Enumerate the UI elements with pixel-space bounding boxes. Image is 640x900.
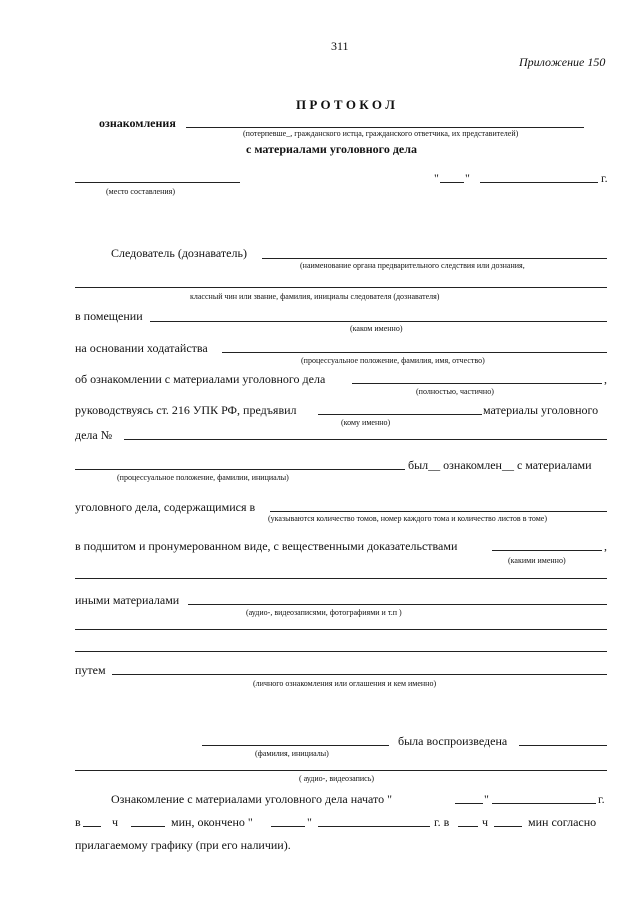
page-number: 311 bbox=[331, 39, 349, 53]
title-line2: с материалами уголовного дела bbox=[246, 142, 417, 156]
familiarization-label: об ознакомлении с материалами уголовного дела bbox=[75, 372, 326, 386]
timing-start-text: Ознакомление с материалами уголовного дела начато " bbox=[111, 792, 393, 806]
timing-hour-label: ч bbox=[112, 815, 119, 829]
familiarization-line[interactable] bbox=[352, 383, 602, 384]
playback-record-line[interactable] bbox=[519, 745, 607, 746]
other-line[interactable] bbox=[188, 604, 607, 605]
investigator-hint-2: классный чин или звание, фамилия, инициалы следователя (дознавателя) bbox=[190, 292, 440, 301]
other-line-2[interactable] bbox=[75, 629, 607, 630]
guided-text-2: материалы уголовного bbox=[483, 403, 599, 417]
timing-end-month-line[interactable] bbox=[318, 826, 430, 827]
other-line-3[interactable] bbox=[75, 651, 607, 652]
timing-end-min-line[interactable] bbox=[494, 826, 522, 827]
acquainted-person-line[interactable] bbox=[75, 469, 405, 470]
playback-hint-2: ( аудио-, видеозапись) bbox=[299, 774, 375, 783]
bound-comma: , bbox=[604, 539, 607, 553]
date-day-line[interactable] bbox=[440, 182, 464, 183]
guided-hint: (кому именно) bbox=[341, 418, 391, 427]
playback-name-hint: (фамилия, инициалы) bbox=[255, 749, 329, 758]
playback-name-line[interactable] bbox=[202, 745, 389, 746]
date-quote-close: " bbox=[465, 171, 470, 185]
timing-end-day-line[interactable] bbox=[271, 826, 305, 827]
title-hint: (потерпевше_, гражданского истца, гражданского ответчика, их представителей) bbox=[243, 129, 519, 138]
protocol-title: П Р О Т О К О Л bbox=[296, 97, 395, 112]
timing-end-hour-label: ч bbox=[482, 815, 489, 829]
timing-tail-text: мин согласно bbox=[528, 815, 597, 829]
acquainted-hint: (процессуальное положение, фамилии, инициалы) bbox=[117, 473, 289, 482]
place-hint: (место составления) bbox=[106, 187, 175, 196]
place-field-line[interactable] bbox=[75, 182, 240, 183]
timing-v-label: в bbox=[75, 815, 81, 829]
volumes-line[interactable] bbox=[270, 511, 607, 512]
title-prefix: ознакомления bbox=[99, 116, 176, 130]
bound-hint: (какими именно) bbox=[508, 556, 566, 565]
petition-line[interactable] bbox=[222, 352, 607, 353]
investigator-line-2[interactable] bbox=[75, 287, 607, 288]
investigator-label: Следователь (дознаватель) bbox=[111, 246, 247, 260]
guided-text: руководствуясь ст. 216 УПК РФ, предъявил bbox=[75, 403, 297, 417]
timing-start-hour-line[interactable] bbox=[83, 826, 101, 827]
acquainted-text: был__ ознакомлен__ с материалами bbox=[408, 458, 592, 472]
method-label: путем bbox=[75, 663, 106, 677]
guided-recipient-line[interactable] bbox=[318, 414, 482, 415]
petition-label: на основании ходатайства bbox=[75, 341, 208, 355]
timing-end-hour-line[interactable] bbox=[458, 826, 478, 827]
timing-end-year-suffix: г. в bbox=[434, 815, 450, 829]
other-hint: (аудио-, видеозаписями, фотографиями и т.п ) bbox=[246, 608, 402, 617]
timing-start-year-suffix: г. bbox=[598, 792, 605, 806]
other-label: иными материалами bbox=[75, 593, 180, 607]
timing-end-quote: " bbox=[307, 815, 312, 829]
timing-start-month-line[interactable] bbox=[492, 803, 596, 804]
method-hint: (личного ознакомления или оглашения и кем именно) bbox=[253, 679, 437, 688]
investigator-line-1[interactable] bbox=[262, 258, 607, 259]
petition-hint: (процессуальное положение, фамилия, имя, отчество) bbox=[301, 356, 485, 365]
bound-evidence-line[interactable] bbox=[492, 550, 602, 551]
volumes-hint: (указываются количество томов, номер каждого тома и количество листов в томе) bbox=[268, 514, 547, 523]
premises-label: в помещении bbox=[75, 309, 143, 323]
title-field-line[interactable] bbox=[186, 127, 584, 128]
premises-hint: (каком именно) bbox=[350, 324, 403, 333]
appendix-label: Приложение 150 bbox=[519, 55, 606, 69]
date-quote-open: " bbox=[434, 171, 439, 185]
date-month-line[interactable] bbox=[480, 182, 598, 183]
bound-line-2[interactable] bbox=[75, 578, 607, 579]
date-year-suffix: г. bbox=[601, 171, 608, 185]
familiarization-hint: (полностью, частично) bbox=[416, 387, 494, 396]
bound-label: в подшитом и пронумерованном виде, с вещественными доказательствами bbox=[75, 539, 458, 553]
timing-schedule-text: прилагаемому графику (при его наличии). bbox=[75, 838, 291, 852]
premises-line[interactable] bbox=[150, 321, 607, 322]
familiarization-comma: , bbox=[604, 372, 607, 386]
playback-line-2[interactable] bbox=[75, 770, 607, 771]
timing-ended-text: мин, окончено " bbox=[171, 815, 253, 829]
timing-start-quote: " bbox=[484, 792, 489, 806]
investigator-hint-1: (наименование органа предварительного следствия или дознания, bbox=[300, 261, 525, 270]
volumes-label: уголовного дела, содержащимися в bbox=[75, 500, 256, 514]
case-number-line[interactable] bbox=[124, 439, 607, 440]
method-line[interactable] bbox=[112, 674, 607, 675]
timing-start-day-line[interactable] bbox=[455, 803, 483, 804]
case-number-label: дела № bbox=[75, 428, 113, 442]
playback-label-2: была воспроизведена bbox=[398, 734, 508, 748]
timing-start-min-line[interactable] bbox=[131, 826, 165, 827]
